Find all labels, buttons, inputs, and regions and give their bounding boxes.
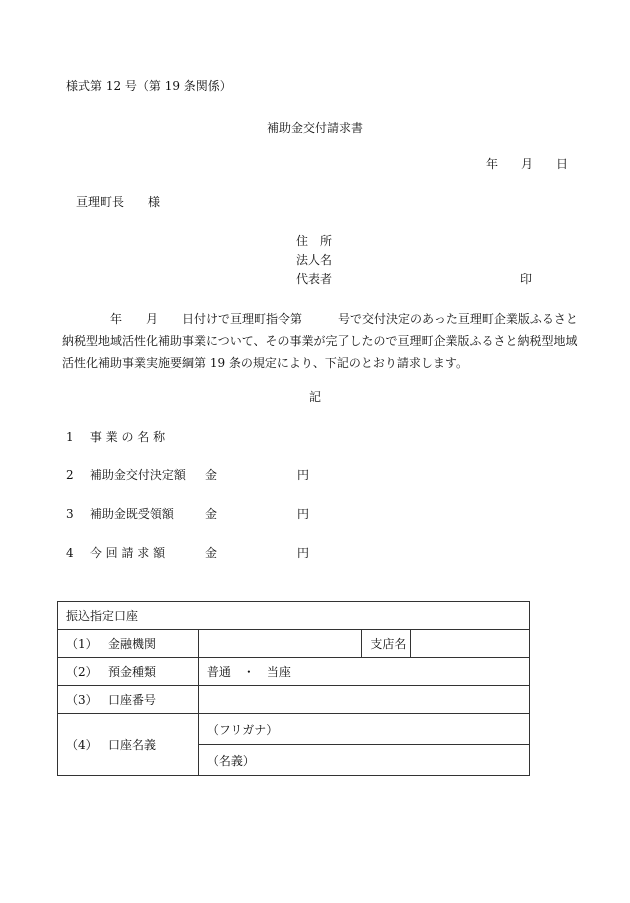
row-number: （4） [66, 738, 98, 752]
branch-field[interactable] [411, 630, 530, 658]
item-3-kin: 金 [205, 507, 218, 521]
item-3 [66, 506, 174, 522]
row-label-account-holder [58, 714, 199, 776]
row-label-deposit-type [58, 658, 199, 686]
item-number: 3 [66, 507, 74, 521]
row-label-financial-institution [58, 630, 199, 658]
item-label: 補助金交付決定額 [89, 468, 186, 482]
document-title: 補助金交付請求書 [266, 121, 363, 135]
bank-account-table [57, 601, 530, 776]
item-2 [66, 467, 186, 483]
corporation-label: 法人名 [296, 253, 333, 267]
representative-label: 代表者 [296, 272, 333, 286]
table-row [58, 686, 530, 714]
ki-heading: 記 [308, 390, 321, 404]
table-row [58, 658, 530, 686]
table-row [58, 630, 530, 658]
item-2-kin: 金 [205, 468, 218, 482]
item-number: 2 [66, 468, 74, 482]
item-3-en: 円 [297, 507, 310, 521]
addressee: 亘理町長 様 [76, 195, 161, 209]
item-label: 事 業 の 名 称 [89, 430, 166, 444]
financial-institution-field[interactable] [198, 630, 362, 658]
furigana-field[interactable]: （フリガナ） [198, 714, 529, 745]
item-number: 1 [66, 430, 74, 444]
row-label-account-number [58, 686, 199, 714]
row-number: （2） [66, 665, 98, 679]
table-row [58, 602, 530, 630]
address-label: 住 所 [296, 234, 333, 248]
table-row [58, 714, 530, 745]
deposit-type-field[interactable]: 普通 ・ 当座 [198, 658, 529, 686]
item-4 [66, 545, 165, 561]
item-2-en: 円 [297, 468, 310, 482]
form-number: 様式第 12 号（第 19 条関係） [66, 79, 232, 93]
date-month: 月 [521, 157, 534, 171]
item-label: 補助金既受領額 [89, 507, 174, 521]
seal-mark: 印 [520, 272, 533, 286]
row-label: 口座名義 [108, 738, 157, 752]
account-number-field[interactable] [198, 686, 529, 714]
item-4-kin: 金 [205, 546, 218, 560]
row-label: 金融機関 [108, 637, 157, 651]
branch-label: 支店名 [362, 630, 411, 658]
row-label: 預金種類 [108, 665, 157, 679]
row-label: 口座番号 [108, 693, 157, 707]
row-number: （3） [66, 693, 98, 707]
row-number: （1） [66, 637, 98, 651]
item-label: 今 回 請 求 額 [89, 546, 166, 560]
bank-table-header: 振込指定口座 [58, 602, 530, 630]
date-year: 年 [486, 157, 499, 171]
item-number: 4 [66, 546, 74, 560]
item-4-en: 円 [297, 546, 310, 560]
account-holder-name-field[interactable]: （名義） [198, 745, 529, 776]
item-1 [66, 429, 165, 445]
request-body-text: 年 月 日付けで亘理町指令第 号で交付決定のあった亘理町企業版ふるさと納税型地域活性化補助事業について、その事業が完了したので亘理町企業版ふるさと納税型地域活性化補助事業実施要綱第 19 条の規定により、下記のとおり請求します。 [62, 312, 578, 370]
date-day: 日 [556, 157, 569, 171]
